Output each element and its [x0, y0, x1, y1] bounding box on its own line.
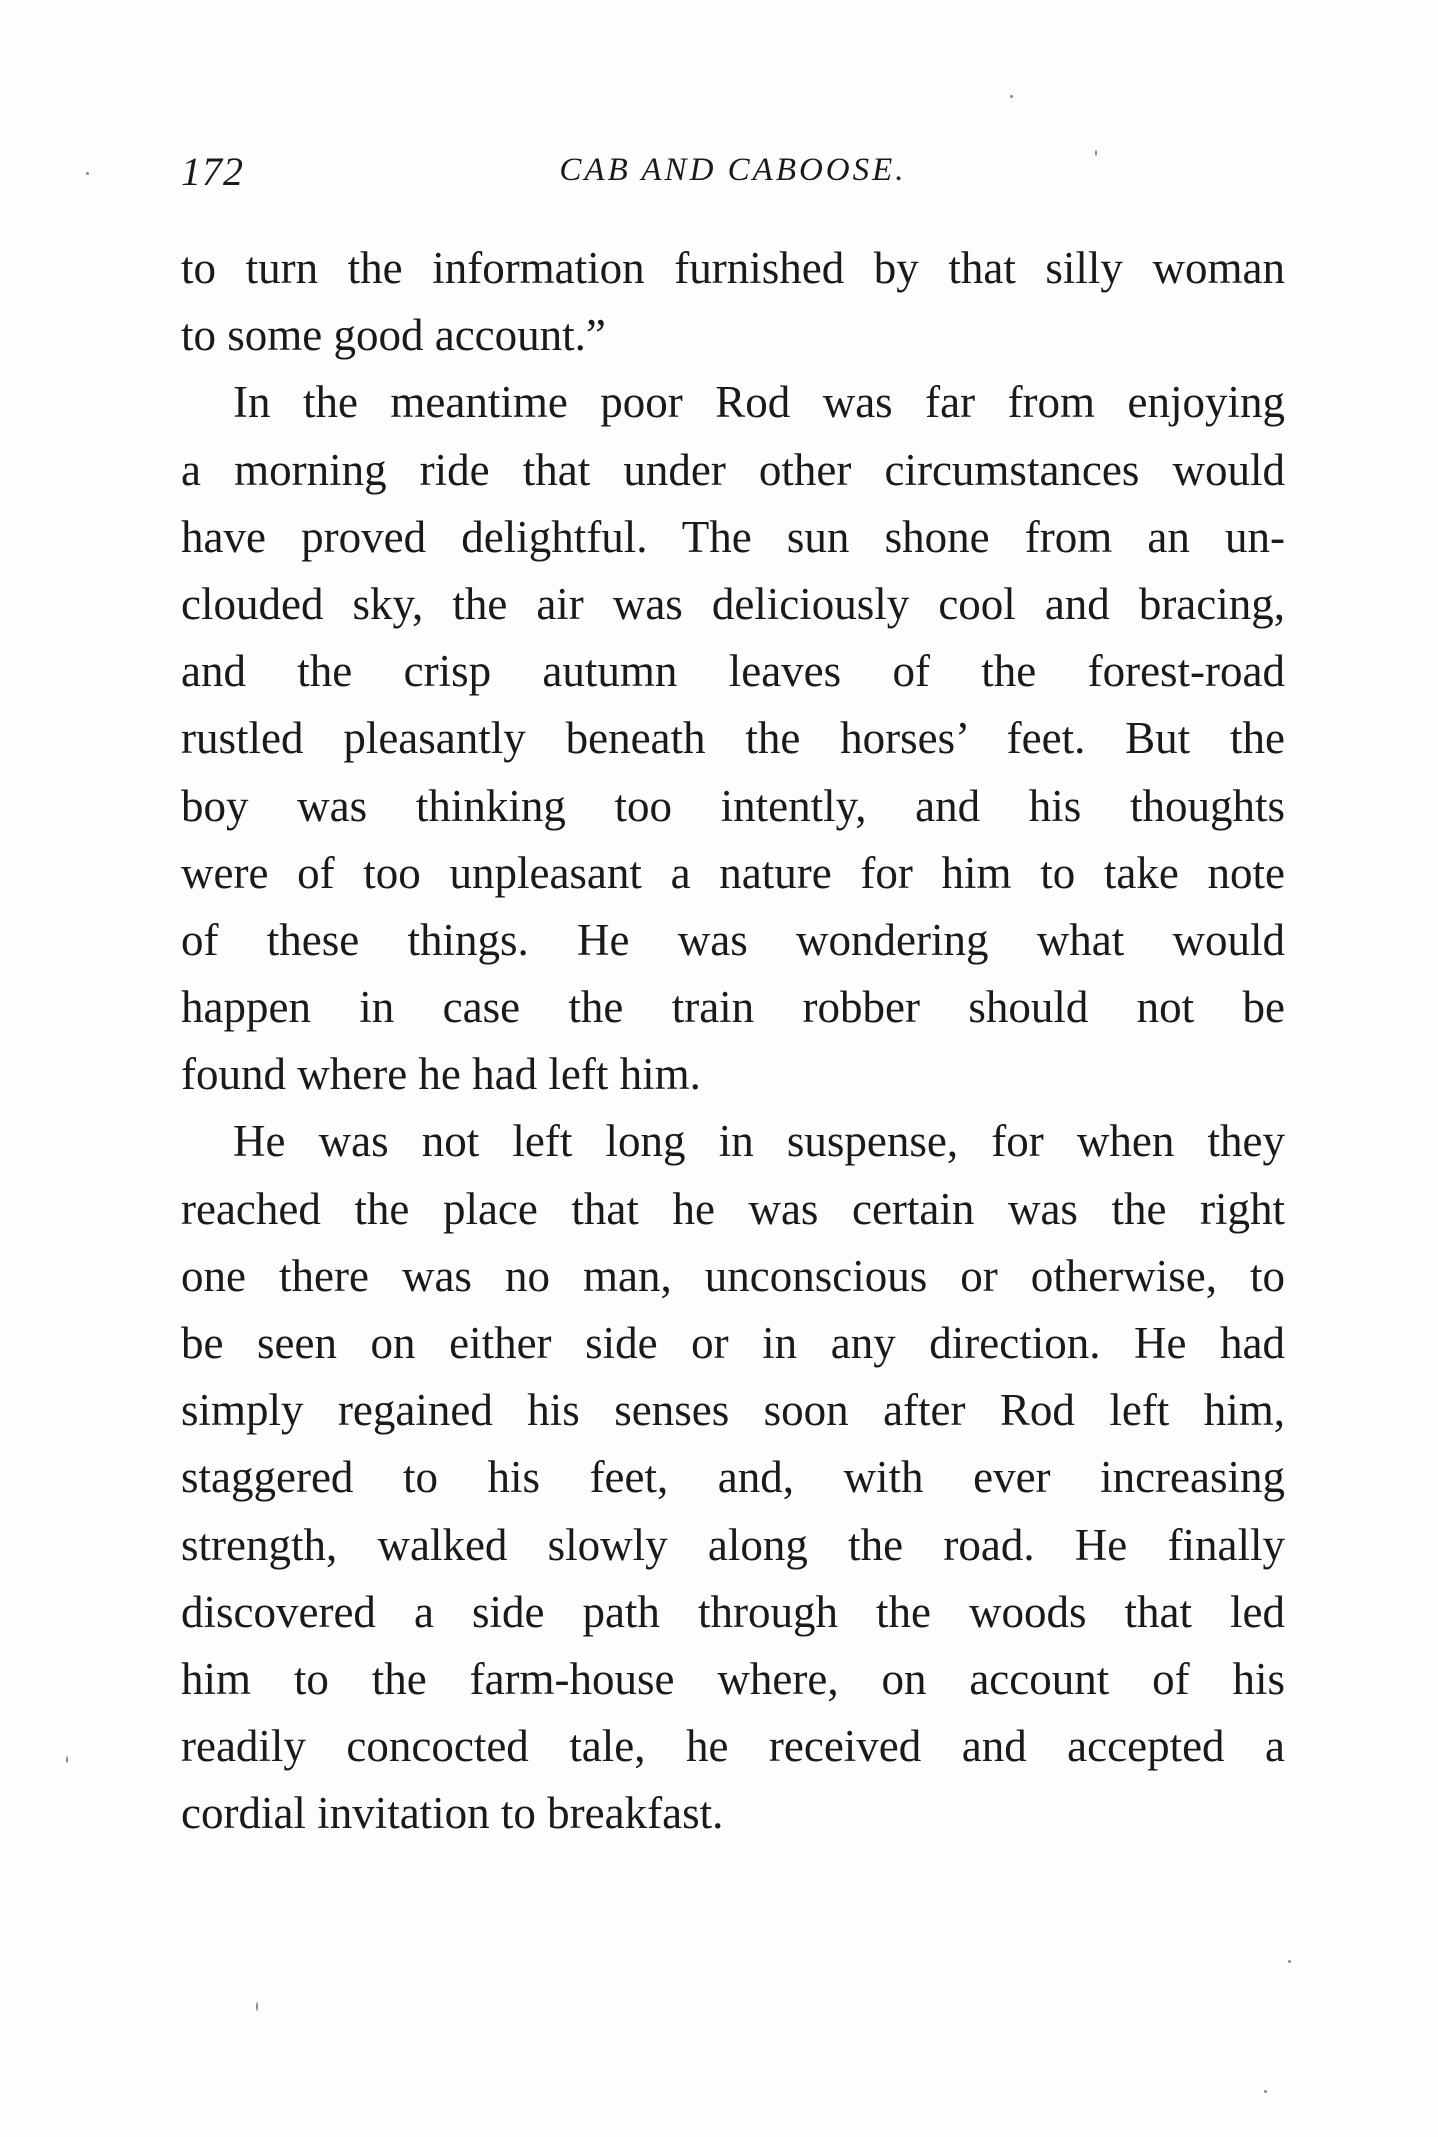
paper-speck: [1288, 1960, 1291, 1963]
text-line: clouded sky, the air was deliciously cool and bracing,: [181, 578, 1285, 629]
text-line: to turn the information furnished by that silly woman: [181, 243, 1285, 293]
text-line: a morning ride that under other circumstances would: [181, 444, 1285, 495]
text-line: him to the farm-house where, on account of his: [181, 1653, 1285, 1704]
text-line: readily concocted tale, he received and accepted a: [181, 1721, 1285, 1772]
text-line: staggered to his feet, and, with ever increasing: [181, 1452, 1285, 1503]
paper-speck: [1264, 2090, 1267, 2093]
paragraph: [181, 235, 1285, 369]
text-line: and the crisp autumn leaves of the forest-road: [181, 646, 1285, 697]
book-title: CAB AND CABOOSE.: [559, 152, 907, 188]
text-line: rustled pleasantly beneath the horses’ feet. But the: [181, 713, 1285, 764]
text-line: have proved delightful. The sun shone from an un-: [181, 511, 1285, 562]
text-line: to some good account.”: [181, 310, 606, 361]
text-line: found where he had left him.: [181, 1049, 701, 1100]
paragraph: [181, 369, 1285, 1108]
text-line: boy was thinking too intently, and his thoughts: [181, 780, 1285, 831]
page-number: 172: [181, 149, 244, 194]
text-line: discovered a side path through the woods that led: [181, 1586, 1285, 1637]
paper-speck: [66, 1756, 68, 1763]
paper-speck: [1095, 150, 1097, 156]
text-line: reached the place that he was certain was the right: [181, 1183, 1285, 1234]
text-line: He was not left long in suspense, for when they: [233, 1116, 1285, 1167]
text-line: cordial invitation to breakfast.: [181, 1788, 724, 1839]
text-line: In the meantime poor Rod was far from enjoying: [233, 377, 1285, 428]
body-text: [181, 235, 1285, 1848]
paper-speck: [86, 172, 89, 175]
paper-speck: [256, 2002, 258, 2011]
text-line: one there was no man, unconscious or otherwise, to: [181, 1250, 1285, 1301]
text-line: of these things. He was wondering what would: [181, 914, 1285, 965]
text-line: be seen on either side or in any direction. He had: [181, 1318, 1285, 1368]
paper-speck: [1010, 95, 1013, 98]
paragraph: [181, 1108, 1285, 1847]
running-head: [181, 148, 1285, 198]
text-line: strength, walked slowly along the road. He finally: [181, 1519, 1285, 1570]
text-line: happen in case the train robber should not be: [181, 982, 1285, 1033]
text-line: simply regained his senses soon after Rod left him,: [181, 1385, 1285, 1436]
text-line: were of too unpleasant a nature for him to take note: [181, 847, 1285, 898]
